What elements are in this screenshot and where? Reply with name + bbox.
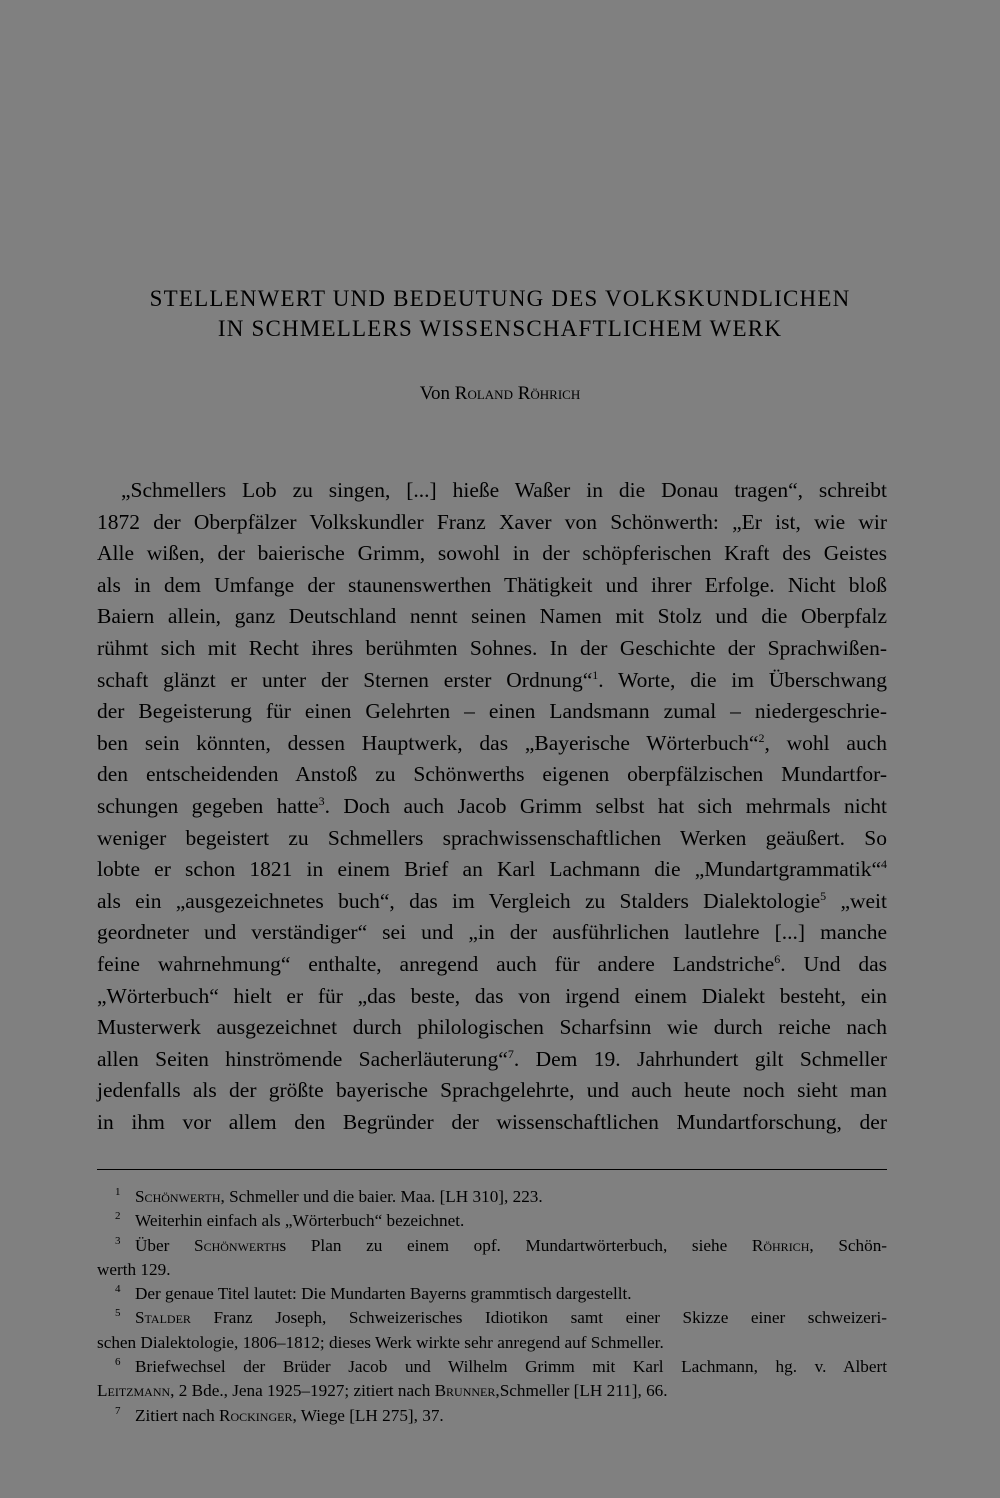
- body-line: schaft glänzt er unter der Sternen erster Ordnung“$^1$. Worte, die im Überschwang: [97, 667, 888, 692]
- body-line: allen Seiten hinströmende Sacherläuterung“$^7$. Dem 19. Jahrhundert gilt Schmeller: [97, 1046, 888, 1071]
- body-line: der Begeisterung für einen Gelehrten – einen Landsmann zumal – niedergeschrie-: [97, 699, 887, 724]
- footnote-6-line-2: Leitzmann, 2 Bde., Jena 1925–1927; zitiert nach Brunner,Schmeller [LH 211], 66.: [97, 1381, 668, 1401]
- body-line: 1872 der Oberpfälzer Volkskundler Franz Xaver von Schönwerth: „Er ist, wie wir: [97, 509, 887, 534]
- footnote-6-line-1: 6 Briefwechsel der Brüder Jacob und Wilhelm Grimm mit Karl Lachmann, hg. v. Albert: [115, 1356, 887, 1377]
- footnote-4-line-1: 4 Der genaue Titel lautet: Die Mundarten Bayerns grammtisch dargestellt.: [115, 1283, 632, 1304]
- body-line: feine wahrnehmung“ enthalte, anregend auch für andere Landstriche$^6$. Und das: [97, 951, 887, 976]
- body-line: als ein „ausgezeichnetes buch“, das im Vergleich zu Stalders Dialektologie$^5$ „weit: [97, 888, 888, 913]
- footnote-1-line-1: 1 Schönwerth, Schmeller und die baier. Maa. [LH 310], 223.: [115, 1186, 543, 1206]
- body-line: ben sein könnten, dessen Hauptwerk, das „Bayerische Wörterbuch“$^2$, wohl auch: [97, 730, 887, 755]
- author-name: Roland Röhrich: [454, 383, 581, 404]
- body-line: Musterwerk ausgezeichnet durch philologischen Scharfsinn wie durch reiche nach: [97, 1015, 887, 1040]
- title-line-1: STELLENWERT UND BEDEUTUNG DES VOLKSKUNDLICHEN: [149, 286, 851, 311]
- article-title: [90, 284, 910, 344]
- body-line: schungen gegeben hatte$^3$. Doch auch Jacob Grimm selbst hat sich mehrmals nicht: [97, 793, 888, 818]
- title-line-2: IN SCHMELLERS WISSENSCHAFTLICHEM WERK: [217, 316, 783, 341]
- body-line: „Schmellers Lob zu singen, [...] hieße Waßer in die Donau tragen“, schreibt: [121, 478, 887, 502]
- body-line: als in dem Umfange der staunenswerthen Thätigkeit und ihrer Erfolge. Nicht bloß: [97, 572, 887, 597]
- body-text: [97, 475, 887, 1138]
- body-line: Alle wißen, der baierische Grimm, sowohl in der schöpferischen Kraft des Geistes: [97, 541, 887, 566]
- footnote-3-line-2: werth 129.: [97, 1259, 171, 1279]
- footnote-7-line-1: 7 Zitiert nach Rockinger, Wiege [LH 275], 37.: [115, 1404, 444, 1425]
- body-line: Baiern allein, ganz Deutschland nennt seinen Namen mit Stolz und die Oberpfalz: [97, 604, 887, 629]
- footnotes: [97, 1185, 887, 1428]
- footnote-5-line-2: schen Dialektologie, 1806–1812; dieses Werk wirkte sehr anregend auf Schmeller.: [97, 1332, 664, 1352]
- footnote-separator: [97, 1169, 887, 1170]
- body-line: rühmt sich mit Recht ihres berühmten Sohnes. In der Geschichte der Sprachwißen-: [97, 635, 887, 660]
- footnote-3-line-1: 3 Über Schönwerths Plan zu einem opf. Mundartwörterbuch, siehe Röhrich, Schön-: [115, 1234, 888, 1255]
- body-line: weniger begeistert zu Schmellers sprachwissenschaftlichen Werken geäußert. So: [97, 825, 887, 850]
- author-byline: [0, 381, 1000, 407]
- body-line: lobte er schon 1821 in einem Brief an Karl Lachmann die „Mundartgrammatik“$^4$: [97, 857, 887, 882]
- footnote-2-line-1: 2 Weiterhin einfach als „Wörterbuch“ bezeichnet.: [115, 1210, 465, 1231]
- body-line: den entscheidenden Anstoß zu Schönwerths eigenen oberpfälzischen Mundartfor-: [97, 762, 887, 787]
- body-line: jedenfalls als der größte bayerische Sprachgelehrte, und auch heute noch sieht man: [97, 1078, 887, 1103]
- body-line: „Wörterbuch“ hielt er für „das beste, das von irgend einem Dialekt besteht, ein: [97, 983, 887, 1008]
- body-line: in ihm vor allem den Begründer der wissenschaftlichen Mundartforschung, der: [97, 1109, 887, 1134]
- body-line: geordneter und verständiger“ sei und „in der ausführlichen lautlehre [...] manche: [97, 920, 887, 945]
- author-prefix: Von: [419, 383, 451, 404]
- footnote-5-line-1: 5 Stalder Franz Joseph, Schweizerisches Idiotikon samt einer Skizze einer schweizeri-: [115, 1307, 887, 1328]
